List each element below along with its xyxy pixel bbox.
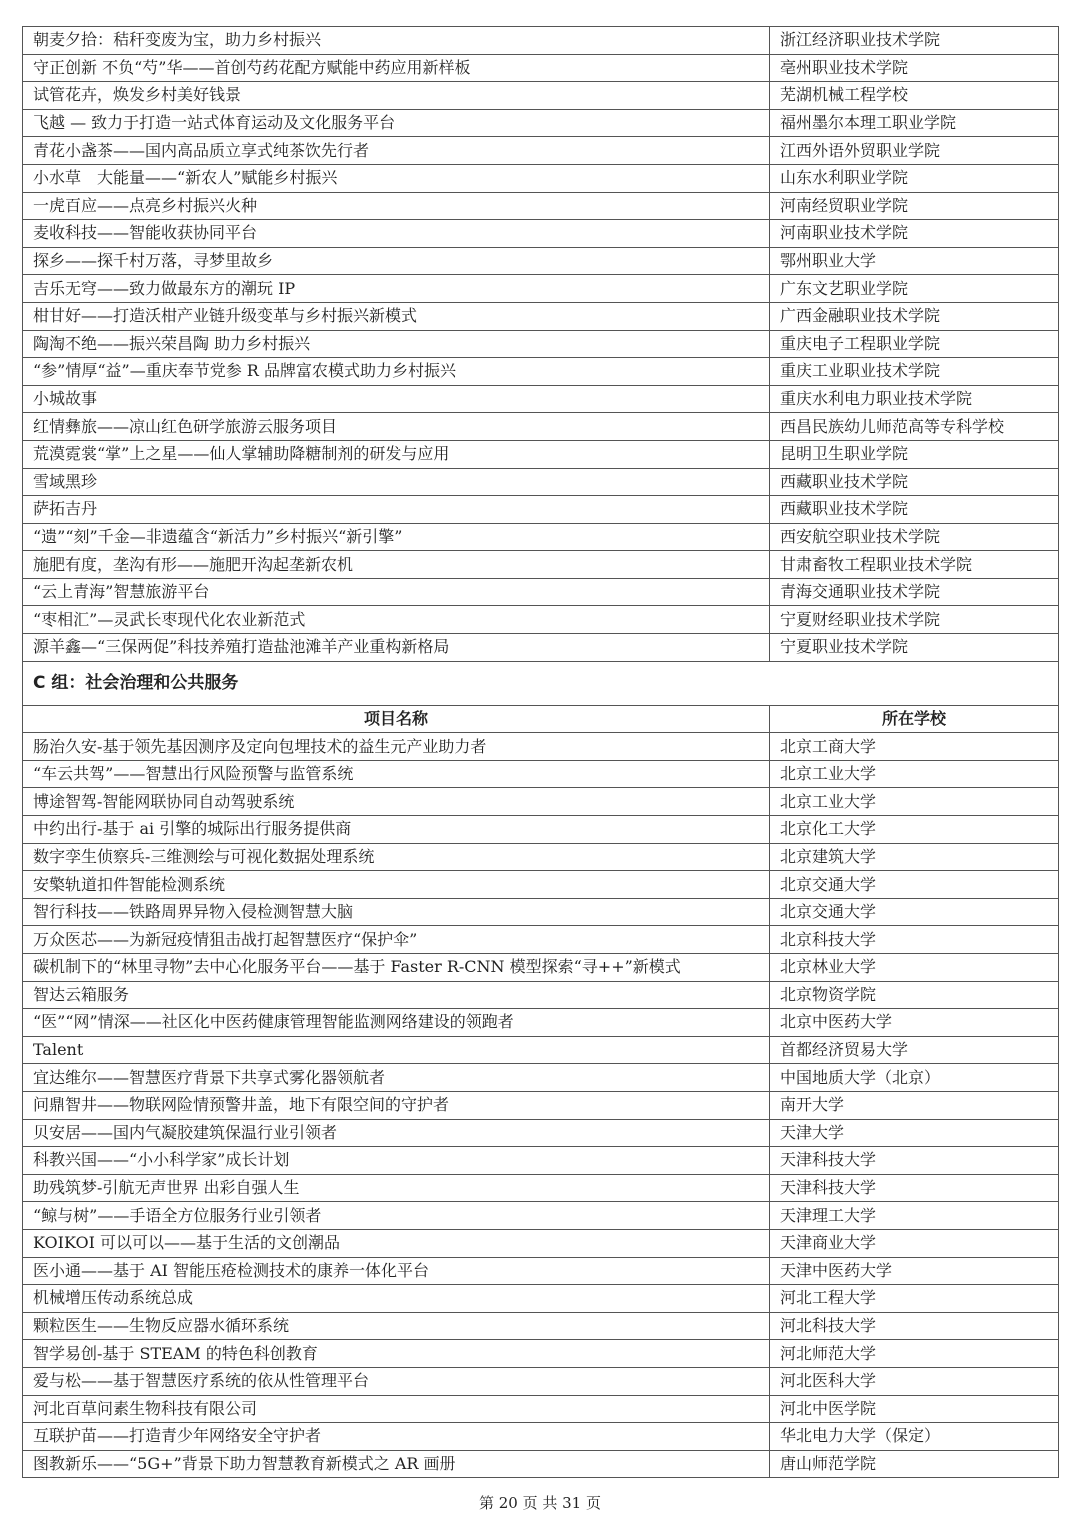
table-row <box>23 871 1059 899</box>
project-name-cell: 碳机制下的“林里寻物”去中心化服务平台——基于 Faster R-CNN 模型探索“寻++”新模式 <box>23 954 770 982</box>
school-name-cell: 广西金融职业技术学院 <box>770 302 1059 330</box>
table-row <box>23 1340 1059 1368</box>
table-row <box>23 385 1059 413</box>
school-name-cell: 华北电力大学（保定） <box>770 1423 1059 1451</box>
project-name-cell: 贝安居——国内气凝胶建筑保温行业引领者 <box>23 1119 770 1147</box>
project-name-cell: 守正创新 不负“芍”华——首创芍药花配方赋能中药应用新样板 <box>23 54 770 82</box>
table-row <box>23 247 1059 275</box>
project-name-cell: 一虎百应——点亮乡村振兴火种 <box>23 192 770 220</box>
column-header-project-name: 项目名称 <box>23 705 770 733</box>
project-name-cell: “云上青海”智慧旅游平台 <box>23 578 770 606</box>
school-name-cell: 南开大学 <box>770 1091 1059 1119</box>
school-name-cell: 昆明卫生职业学院 <box>770 440 1059 468</box>
project-name-cell: 安檠轨道扣件智能检测系统 <box>23 871 770 899</box>
project-name-cell: 智达云箱服务 <box>23 981 770 1009</box>
project-name-cell: Talent <box>23 1036 770 1064</box>
school-name-cell: 北京交通大学 <box>770 871 1059 899</box>
school-name-cell: 河南经贸职业学院 <box>770 192 1059 220</box>
school-name-cell: 天津理工大学 <box>770 1202 1059 1230</box>
table-row <box>23 760 1059 788</box>
table-row <box>23 1202 1059 1230</box>
project-name-cell: 河北百草问素生物科技有限公司 <box>23 1395 770 1423</box>
project-name-cell: 互联护苗——打造青少年网络安全守护者 <box>23 1423 770 1451</box>
school-name-cell: 河南职业技术学院 <box>770 220 1059 248</box>
school-name-cell: 中国地质大学（北京） <box>770 1064 1059 1092</box>
group-b-rows <box>23 27 1059 662</box>
project-name-cell: 试管花卉，焕发乡村美好钱景 <box>23 82 770 110</box>
table-row <box>23 981 1059 1009</box>
group-c-section <box>23 661 1059 733</box>
school-name-cell: 芜湖机械工程学校 <box>770 82 1059 110</box>
project-name-cell: 助残筑梦-引航无声世界 出彩自强人生 <box>23 1174 770 1202</box>
school-name-cell: 西藏职业技术学院 <box>770 468 1059 496</box>
project-name-cell: “枣相汇”—灵武长枣现代化农业新范式 <box>23 606 770 634</box>
school-name-cell: 西昌民族幼儿师范高等专科学校 <box>770 413 1059 441</box>
school-name-cell: 重庆电子工程职业学院 <box>770 330 1059 358</box>
school-name-cell: 北京工业大学 <box>770 788 1059 816</box>
school-name-cell: 山东水利职业学院 <box>770 164 1059 192</box>
school-name-cell: 河北工程大学 <box>770 1285 1059 1313</box>
project-name-cell: 爱与松——基于智慧医疗系统的依从性管理平台 <box>23 1367 770 1395</box>
project-name-cell: “鲸与树”——手语全方位服务行业引领者 <box>23 1202 770 1230</box>
table-row <box>23 954 1059 982</box>
project-name-cell: 红情彝旅——凉山红色研学旅游云服务项目 <box>23 413 770 441</box>
table-row <box>23 164 1059 192</box>
table-row <box>23 788 1059 816</box>
school-name-cell: 北京工业大学 <box>770 760 1059 788</box>
school-name-cell: 首都经济贸易大学 <box>770 1036 1059 1064</box>
table-row <box>23 523 1059 551</box>
school-name-cell: 宁夏职业技术学院 <box>770 634 1059 662</box>
table-row <box>23 898 1059 926</box>
project-name-cell: 萨拓吉丹 <box>23 496 770 524</box>
project-name-cell: 源羊鑫—“三保两促”科技养殖打造盐池滩羊产业重构新格局 <box>23 634 770 662</box>
project-name-cell: 中约出行-基于 ai 引擎的城际出行服务提供商 <box>23 816 770 844</box>
project-name-cell: 朝麦夕拾：秸秆变废为宝，助力乡村振兴 <box>23 27 770 55</box>
table-row <box>23 82 1059 110</box>
school-name-cell: 河北师范大学 <box>770 1340 1059 1368</box>
table-row <box>23 1091 1059 1119</box>
project-name-cell: 小水草 大能量——“新农人”赋能乡村振兴 <box>23 164 770 192</box>
table-row <box>23 1229 1059 1257</box>
table-row <box>23 302 1059 330</box>
table-row <box>23 192 1059 220</box>
table-row <box>23 413 1059 441</box>
school-name-cell: 青海交通职业技术学院 <box>770 578 1059 606</box>
project-name-cell: 万众医芯——为新冠疫情狙击战打起智慧医疗“保护伞” <box>23 926 770 954</box>
project-name-cell: “车云共驾”——智慧出行风险预警与监管系统 <box>23 760 770 788</box>
project-name-cell: “医”“网”情深——社区化中医药健康管理智能监测网络建设的领跑者 <box>23 1009 770 1037</box>
table-row <box>23 358 1059 386</box>
project-name-cell: 探乡——探千村万落，寻梦里故乡 <box>23 247 770 275</box>
table-row <box>23 440 1059 468</box>
school-name-cell: 河北医科大学 <box>770 1367 1059 1395</box>
project-name-cell: 肠治久安-基于领先基因测序及定向包埋技术的益生元产业助力者 <box>23 733 770 761</box>
table-row <box>23 926 1059 954</box>
table-row <box>23 109 1059 137</box>
table-row <box>23 1312 1059 1340</box>
school-name-cell: 天津大学 <box>770 1119 1059 1147</box>
table-row <box>23 1174 1059 1202</box>
table-row <box>23 330 1059 358</box>
school-name-cell: 北京物资学院 <box>770 981 1059 1009</box>
table-row <box>23 551 1059 579</box>
table-row <box>23 1147 1059 1175</box>
table-row <box>23 275 1059 303</box>
project-name-cell: 宜达维尔——智慧医疗背景下共享式雾化器领航者 <box>23 1064 770 1092</box>
table-row <box>23 1367 1059 1395</box>
project-name-cell: 颗粒医生——生物反应器水循环系统 <box>23 1312 770 1340</box>
project-name-cell: 问鼎智井——物联网险情预警井盖，地下有限空间的守护者 <box>23 1091 770 1119</box>
school-name-cell: 重庆工业职业技术学院 <box>770 358 1059 386</box>
group-c-title: C 组：社会治理和公共服务 <box>23 661 1059 705</box>
project-name-cell: 吉乐无穹——致力做最东方的潮玩 IP <box>23 275 770 303</box>
school-name-cell: 河北科技大学 <box>770 1312 1059 1340</box>
school-name-cell: 天津中医药大学 <box>770 1257 1059 1285</box>
school-name-cell: 北京交通大学 <box>770 898 1059 926</box>
table-row <box>23 1036 1059 1064</box>
school-name-cell: 北京中医药大学 <box>770 1009 1059 1037</box>
project-name-cell: 施肥有度，垄沟有形——施肥开沟起垄新农机 <box>23 551 770 579</box>
school-name-cell: 天津商业大学 <box>770 1229 1059 1257</box>
project-name-cell: “参”情厚“益”—重庆奉节党参 R 品牌富农模式助力乡村振兴 <box>23 358 770 386</box>
school-name-cell: 天津科技大学 <box>770 1147 1059 1175</box>
school-name-cell: 西藏职业技术学院 <box>770 496 1059 524</box>
page-number: 第 20 页 共 31 页 <box>478 1494 601 1512</box>
school-name-cell: 广东文艺职业学院 <box>770 275 1059 303</box>
project-name-cell: 麦收科技——智能收获协同平台 <box>23 220 770 248</box>
table-row <box>23 1423 1059 1451</box>
project-name-cell: 小城故事 <box>23 385 770 413</box>
school-name-cell: 北京林业大学 <box>770 954 1059 982</box>
table-row <box>23 816 1059 844</box>
table-row <box>23 1064 1059 1092</box>
group-c-rows <box>23 733 1059 1478</box>
project-name-cell: 博途智驾-智能网联协同自动驾驶系统 <box>23 788 770 816</box>
school-name-cell: 甘肃畜牧工程职业技术学院 <box>770 551 1059 579</box>
project-name-cell: 图教新乐——“5G+”背景下助力智慧教育新模式之 AR 画册 <box>23 1450 770 1478</box>
project-name-cell: 机械增压传动系统总成 <box>23 1285 770 1313</box>
school-name-cell: 北京化工大学 <box>770 816 1059 844</box>
school-name-cell: 北京科技大学 <box>770 926 1059 954</box>
table-row <box>23 1395 1059 1423</box>
table-row <box>23 1257 1059 1285</box>
school-name-cell: 鄂州职业大学 <box>770 247 1059 275</box>
project-name-cell: 荒漠霓裳“掌”上之星——仙人掌辅助降糖制剂的研发与应用 <box>23 440 770 468</box>
table-row <box>23 54 1059 82</box>
table-row <box>23 496 1059 524</box>
project-name-cell: 智行科技——铁路周界异物入侵检测智慧大脑 <box>23 898 770 926</box>
column-header-school: 所在学校 <box>770 705 1059 733</box>
project-name-cell: 柑甘好——打造沃柑产业链升级变革与乡村振兴新模式 <box>23 302 770 330</box>
table-row <box>23 733 1059 761</box>
school-name-cell: 北京建筑大学 <box>770 843 1059 871</box>
table-row <box>23 843 1059 871</box>
school-name-cell: 河北中医学院 <box>770 1395 1059 1423</box>
project-name-cell: 智学易创-基于 STEAM 的特色科创教育 <box>23 1340 770 1368</box>
table-row <box>23 606 1059 634</box>
project-name-cell: “遗”“刻”千金—非遗蕴含“新活力”乡村振兴“新引擎” <box>23 523 770 551</box>
school-name-cell: 福州墨尔本理工职业学院 <box>770 109 1059 137</box>
project-table <box>22 26 1059 1478</box>
table-header-row <box>23 705 1059 733</box>
table-row <box>23 1285 1059 1313</box>
school-name-cell: 北京工商大学 <box>770 733 1059 761</box>
school-name-cell: 重庆水利电力职业技术学院 <box>770 385 1059 413</box>
project-name-cell: 医小通——基于 AI 智能压疮检测技术的康养一体化平台 <box>23 1257 770 1285</box>
school-name-cell: 宁夏财经职业技术学院 <box>770 606 1059 634</box>
table-row <box>23 578 1059 606</box>
table-row <box>23 1119 1059 1147</box>
school-name-cell: 浙江经济职业技术学院 <box>770 27 1059 55</box>
table-row <box>23 137 1059 165</box>
table-row <box>23 468 1059 496</box>
table-row <box>23 27 1059 55</box>
school-name-cell: 亳州职业技术学院 <box>770 54 1059 82</box>
project-name-cell: 数字孪生侦察兵-三维测绘与可视化数据处理系统 <box>23 843 770 871</box>
project-name-cell: 青花小盏茶——国内高品质立享式纯茶饮先行者 <box>23 137 770 165</box>
project-name-cell: 陶淘不绝——振兴荣昌陶 助力乡村振兴 <box>23 330 770 358</box>
table-row <box>23 634 1059 662</box>
project-name-cell: 飞越 — 致力于打造一站式体育运动及文化服务平台 <box>23 109 770 137</box>
table-row <box>23 220 1059 248</box>
school-name-cell: 天津科技大学 <box>770 1174 1059 1202</box>
project-name-cell: 雪域黑珍 <box>23 468 770 496</box>
school-name-cell: 唐山师范学院 <box>770 1450 1059 1478</box>
group-c-title-row <box>23 661 1059 705</box>
table-row <box>23 1009 1059 1037</box>
project-name-cell: KOIKOI 可以可以——基于生活的文创潮品 <box>23 1229 770 1257</box>
project-name-cell: 科教兴国——“小小科学家”成长计划 <box>23 1147 770 1175</box>
table-row <box>23 1450 1059 1478</box>
school-name-cell: 江西外语外贸职业学院 <box>770 137 1059 165</box>
school-name-cell: 西安航空职业技术学院 <box>770 523 1059 551</box>
